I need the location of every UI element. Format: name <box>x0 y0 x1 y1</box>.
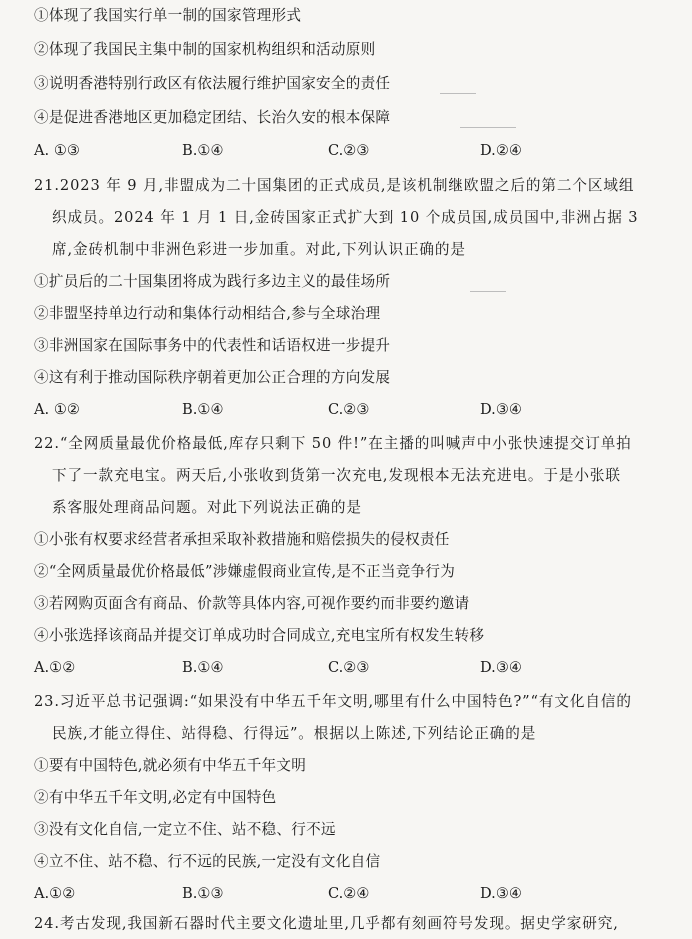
q20-statement-1: ①体现了我国实行单一制的国家管理形式 <box>34 7 302 24</box>
q23-option-b: B.①③ <box>182 885 224 902</box>
q24-stem-line-1: 24.考古发现,我国新石器时代主要文化遗址里,几乎都有刻画符号发现。据史学家研究, <box>34 915 619 932</box>
q23-statement-3: ③没有文化自信,一定立不住、站不稳、行不远 <box>34 821 336 838</box>
q20-statement-2: ②体现了我国民主集中制的国家机构组织和活动原则 <box>34 41 376 58</box>
q22-options <box>34 658 676 678</box>
q23-option-c: C.②④ <box>328 885 370 902</box>
q20-options <box>34 141 676 161</box>
q20-option-a: A. ①③ <box>34 142 80 159</box>
q22-option-b: B.①④ <box>182 659 224 676</box>
q20-option-b: B.①④ <box>182 142 224 159</box>
q20-option-c: C.②③ <box>328 142 370 159</box>
q21-option-d: D.③④ <box>480 401 522 418</box>
q21-statement-2: ②非盟坚持单边行动和集体行动相结合,参与全球治理 <box>34 305 381 322</box>
q23-statement-4: ④立不住、站不稳、行不远的民族,一定没有文化自信 <box>34 853 381 870</box>
q22-option-a: A.①② <box>34 659 76 676</box>
q22-statement-1: ①小张有权要求经营者承担采取补救措施和赔偿损失的侵权责任 <box>34 531 450 548</box>
q20-statement-3: ③说明香港特别行政区有依法履行维护国家安全的责任 <box>34 75 391 92</box>
q23-statement-2: ②有中华五千年文明,必定有中国特色 <box>34 789 277 806</box>
q21-statement-1: ①扩员后的二十国集团将成为践行多边主义的最佳场所 <box>34 273 391 290</box>
q22-stem-line-3: 系客服处理商品问题。对此下列说法正确的是 <box>52 499 362 516</box>
q22-statement-4: ④小张选择该商品并提交订单成功时合同成立,充电宝所有权发生转移 <box>34 627 485 644</box>
q21-stem-line-2: 织成员。2024 年 1 月 1 日,金砖国家正式扩大到 10 个成员国,成员国中,非洲占据 3 <box>52 209 639 226</box>
q21-statement-4: ④这有利于推动国际秩序朝着更加公正合理的方向发展 <box>34 369 391 386</box>
q23-statement-1: ①要有中国特色,就必须有中华五千年文明 <box>34 757 307 774</box>
q23-stem-line-1: 23.习近平总书记强调:“如果没有中华五千年文明,哪里有什么中国特色?”“有文化自信的 <box>34 693 632 710</box>
q22-statement-2: ②“全网质量最优价格最低”涉嫌虚假商业宣传,是不正当竞争行为 <box>34 563 456 580</box>
q21-statement-3: ③非洲国家在国际事务中的代表性和话语权进一步提升 <box>34 337 391 354</box>
q22-option-d: D.③④ <box>480 659 522 676</box>
q21-option-b: B.①④ <box>182 401 224 418</box>
scan-underline <box>460 127 516 128</box>
q20-option-d: D.②④ <box>480 142 522 159</box>
q22-stem-line-2: 下了一款充电宝。两天后,小张收到货第一次充电,发现根本无法充进电。于是小张联 <box>52 467 621 484</box>
q21-stem-line-1: 21.2023 年 9 月,非盟成为二十国集团的正式成员,是该机制继欧盟之后的第二个区域组 <box>34 177 635 194</box>
q22-statement-3: ③若网购页面含有商品、价款等具体内容,可视作要约而非要约邀请 <box>34 595 470 612</box>
q21-stem-line-3: 席,金砖机制中非洲色彩进一步加重。对此,下列认识正确的是 <box>52 241 466 258</box>
q21-options <box>34 400 676 420</box>
q20-statement-4: ④是促进香港地区更加稳定团结、长治久安的根本保障 <box>34 109 391 126</box>
q23-option-d: D.③④ <box>480 885 522 902</box>
scan-underline <box>440 93 476 94</box>
q23-option-a: A.①② <box>34 885 76 902</box>
q22-option-c: C.②③ <box>328 659 370 676</box>
scan-underline <box>470 291 506 292</box>
q22-stem-line-1: 22.“全网质量最优价格最低,库存只剩下 50 件!”在主播的叫喊声中小张快速提交订单拍 <box>34 435 632 452</box>
q21-option-a: A. ①② <box>34 401 80 418</box>
q21-option-c: C.②③ <box>328 401 370 418</box>
q23-stem-line-2: 民族,才能立得住、站得稳、行得远”。根据以上陈述,下列结论正确的是 <box>52 725 537 742</box>
q23-options <box>34 884 676 904</box>
